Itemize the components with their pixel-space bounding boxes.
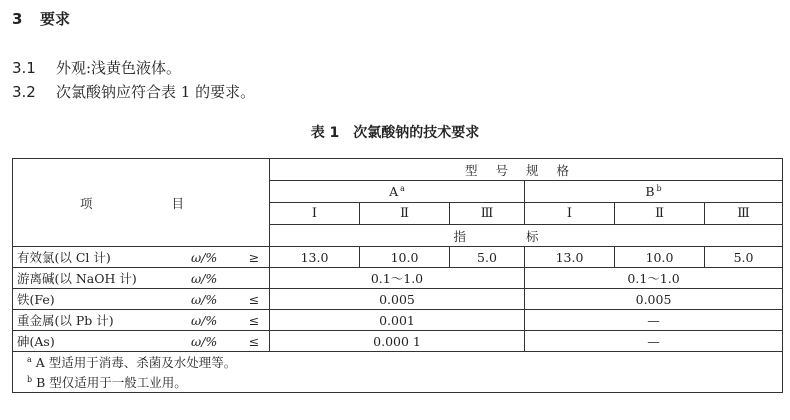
footnote-row bbox=[13, 352, 783, 373]
value-cell: 0.005 bbox=[270, 289, 525, 310]
value-cell: 5.0 bbox=[450, 247, 525, 268]
value-cell: 13.0 bbox=[525, 247, 615, 268]
value-cell: 13.0 bbox=[270, 247, 360, 268]
grade-header: Ⅲ bbox=[705, 203, 783, 225]
table-row bbox=[13, 247, 783, 268]
clause-text: 次氯酸钠应符合表 1 的要求。 bbox=[56, 83, 256, 101]
table-row bbox=[13, 268, 783, 289]
item-cell: 砷(As) ω/% ≤ bbox=[13, 331, 270, 352]
value-cell: 0.1～1.0 bbox=[525, 268, 783, 289]
grade-header: Ⅱ bbox=[615, 203, 705, 225]
value-cell: 10.0 bbox=[360, 247, 450, 268]
value-cell: — bbox=[525, 310, 783, 331]
indicator-header: 指标 bbox=[270, 225, 783, 247]
item-cell: 游离碱(以 NaOH 计) ω/% bbox=[13, 268, 270, 289]
grade-header: Ⅰ bbox=[525, 203, 615, 225]
item-cell: 有效氯(以 Cl 计) ω/% ≥ bbox=[13, 247, 270, 268]
footnote-mark: b bbox=[27, 374, 33, 384]
footnote-b: $^b$ B 型仅适用于一般工业用。 bbox=[13, 372, 783, 393]
value-cell: 5.0 bbox=[705, 247, 783, 268]
item-cell: 铁(Fe) ω/% ≤ bbox=[13, 289, 270, 310]
table-caption: 表 1 次氯酸钠的技术要求 bbox=[310, 125, 480, 141]
table-row bbox=[13, 289, 783, 310]
clause-3-1 bbox=[12, 57, 181, 78]
spec-header: 型号规格 bbox=[270, 159, 783, 181]
value-cell: 0.001 bbox=[270, 310, 525, 331]
value-cell: 0.1～1.0 bbox=[270, 268, 525, 289]
footnote-mark: a bbox=[27, 354, 32, 364]
table-row bbox=[13, 331, 783, 352]
value-cell: 0.005 bbox=[525, 289, 783, 310]
item-cell: 重金属(以 Pb 计) ω/% ≤ bbox=[13, 310, 270, 331]
grade-header: Ⅱ bbox=[360, 203, 450, 225]
clause-number: 3.2 bbox=[12, 83, 36, 101]
grade-header: Ⅲ bbox=[450, 203, 525, 225]
footnote-mark: b bbox=[656, 183, 662, 193]
header-row-spec bbox=[13, 159, 783, 181]
spec-table bbox=[12, 158, 783, 393]
section-heading bbox=[12, 8, 70, 29]
section-number: 3 bbox=[12, 10, 23, 28]
footnote-row bbox=[13, 372, 783, 393]
item-header: 项 目 bbox=[13, 159, 270, 247]
footnote-mark: a bbox=[400, 183, 405, 193]
section-title: 要求 bbox=[40, 10, 71, 28]
type-a-header: A $^a$ bbox=[270, 181, 525, 203]
value-cell: 0.000 1 bbox=[270, 331, 525, 352]
clause-3-2 bbox=[12, 81, 255, 102]
value-cell: — bbox=[525, 331, 783, 352]
clause-text: 外观:浅黄色液体。 bbox=[56, 59, 182, 77]
value-cell: 10.0 bbox=[615, 247, 705, 268]
clause-number: 3.1 bbox=[12, 59, 36, 77]
table-row bbox=[13, 310, 783, 331]
footnote-a: $^a$ A 型适用于消毒、杀菌及水处理等。 bbox=[13, 352, 783, 373]
type-b-header: B $^b$ bbox=[525, 181, 783, 203]
grade-header: Ⅰ bbox=[270, 203, 360, 225]
